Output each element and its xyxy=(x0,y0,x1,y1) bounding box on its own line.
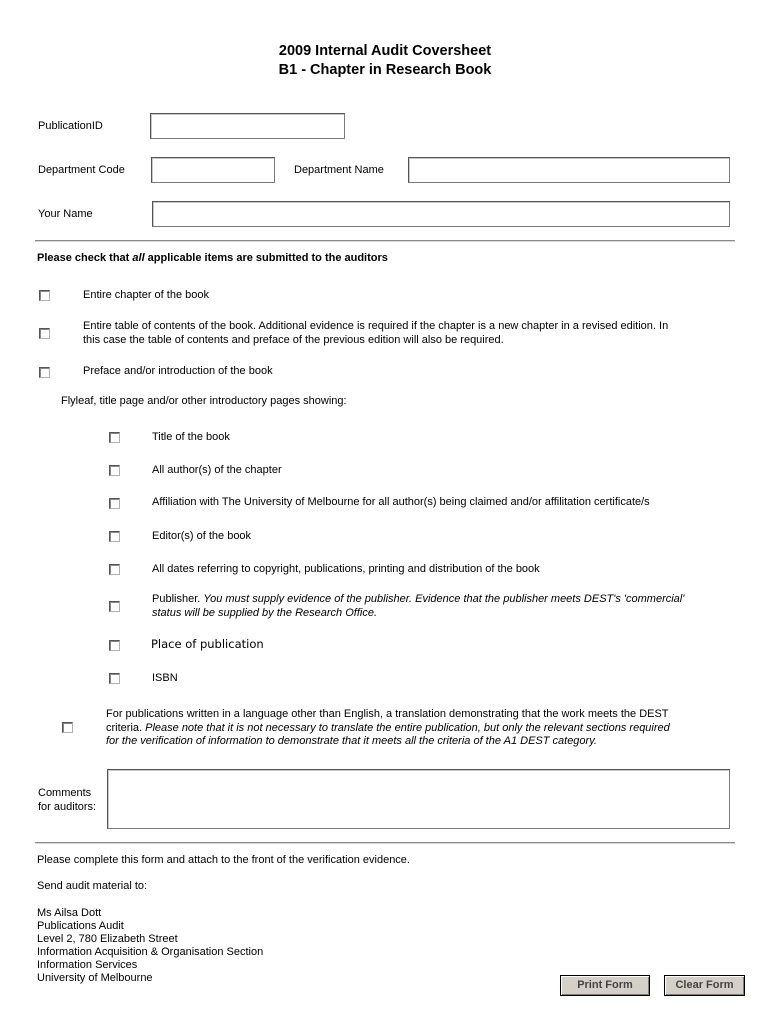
address-line: Information Services xyxy=(37,959,138,971)
print-form-button[interactable]: Print Form xyxy=(560,975,650,996)
divider-top xyxy=(35,240,735,242)
department-code-input[interactable] xyxy=(151,157,275,183)
checkbox-chapter-authors[interactable] xyxy=(109,465,120,476)
item-publisher: Publisher. You must supply evidence of the publisher. Evidence that the publisher meets DEST's 'commercial' status will be supplied by the Research Office. xyxy=(152,593,685,619)
item-isbn: ISBN xyxy=(152,672,178,684)
checkbox-table-of-contents[interactable] xyxy=(39,328,50,339)
form-subtitle: B1 - Chapter in Research Book xyxy=(278,62,492,78)
comments-input[interactable] xyxy=(107,769,730,829)
item-table-of-contents: Entire table of contents of the book. Additional evidence is required if the chapter is a new chapter in a revised edition. In this case the table of contents and preface of the previous edition will also be required. xyxy=(83,320,669,346)
item-affiliation: Affiliation with The University of Melbourne for all author(s) being claimed and/or affilitation certificate/s xyxy=(152,496,650,508)
checkbox-title-of-book[interactable] xyxy=(109,432,120,443)
checkbox-entire-chapter[interactable] xyxy=(39,290,50,301)
checklist-heading: Please check that all applicable items are submitted to the auditors xyxy=(37,252,388,264)
publication-id-label: PublicationID xyxy=(38,120,103,132)
your-name-input[interactable] xyxy=(152,201,730,227)
item-chapter-authors: All author(s) of the chapter xyxy=(152,464,282,476)
send-label: Send audit material to: xyxy=(37,880,148,892)
item-translation: For publications written in a language other than English, a translation demonstrating that the work meets the DEST criteria. Please note that it is not necessary to translate the entire publication, but only the relevant sections required for the verification of information to demonstrate that it meets all the criteria of the A1 DEST category. xyxy=(106,708,670,747)
item-place-of-publication: Place of publication xyxy=(151,637,264,651)
department-name-label: Department Name xyxy=(294,164,384,176)
item-entire-chapter: Entire chapter of the book xyxy=(83,289,209,301)
checkbox-preface[interactable] xyxy=(39,367,50,378)
checkbox-affiliation[interactable] xyxy=(109,498,120,509)
checkbox-dates[interactable] xyxy=(109,564,120,575)
footer-instruction: Please complete this form and attach to the front of the verification evidence. xyxy=(37,854,410,866)
checkbox-editors[interactable] xyxy=(109,531,120,542)
mailing-address xyxy=(37,907,263,985)
address-line: Publications Audit xyxy=(37,920,124,932)
checkbox-translation[interactable] xyxy=(62,722,73,733)
department-name-input[interactable] xyxy=(408,157,730,183)
address-line: University of Melbourne xyxy=(37,972,153,984)
checkbox-isbn[interactable] xyxy=(109,673,120,684)
form-title: 2009 Internal Audit Coversheet xyxy=(278,43,492,59)
flyleaf-label: Flyleaf, title page and/or other introductory pages showing: xyxy=(61,395,347,407)
address-line: Ms Ailsa Dott xyxy=(37,907,102,919)
checkbox-place-of-publication[interactable] xyxy=(109,640,120,651)
divider-bottom xyxy=(35,842,735,844)
department-code-label: Department Code xyxy=(38,164,125,176)
item-editors: Editor(s) of the book xyxy=(152,530,252,542)
comments-label: Comments for auditors: xyxy=(38,787,97,813)
address-line: Level 2, 780 Elizabeth Street xyxy=(37,933,178,945)
item-title-of-book: Title of the book xyxy=(152,431,230,443)
checkbox-publisher[interactable] xyxy=(109,601,120,612)
item-dates: All dates referring to copyright, publications, printing and distribution of the book xyxy=(152,563,540,575)
item-preface: Preface and/or introduction of the book xyxy=(83,365,273,377)
clear-form-button[interactable]: Clear Form xyxy=(664,975,745,996)
address-line: Information Acquisition & Organisation Section xyxy=(37,946,264,958)
publication-id-input[interactable] xyxy=(150,113,345,139)
your-name-label: Your Name xyxy=(38,208,93,220)
